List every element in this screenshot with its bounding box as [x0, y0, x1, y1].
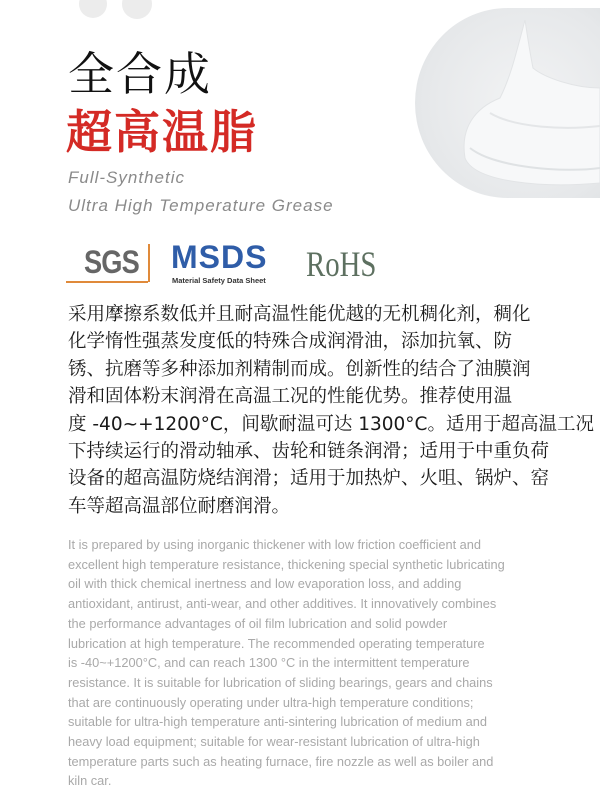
certification-logos: [66, 240, 386, 290]
cn-line: 滑和固体粉末润滑在高温工况的性能优势。推荐使用温: [68, 386, 513, 408]
msds-subtitle: Material Safety Data Sheet: [172, 276, 266, 285]
cn-line: 化学惰性强蒸发度低的特殊合成润滑油，添加抗氧、防: [68, 331, 513, 353]
product-title-cn-line2: 超高温脂: [66, 105, 258, 159]
product-title-en: [68, 164, 334, 220]
description-cn: [68, 301, 594, 520]
en-line: heavy load equipment; suitable for wear-resistant lubrication of ultra-high: [68, 734, 480, 750]
cn-line: 度 -40~+1200°C，间歇耐温可达 1300°C。适用于超高温工况: [68, 413, 594, 435]
en-line: the performance advantages of oil film lubrication and solid powder: [68, 615, 448, 631]
cn-line: 车等超高温部位耐磨润滑。: [68, 495, 291, 517]
cn-line: 设备的超高温防烧结润滑；适用于加热炉、火咀、锅炉、窑: [68, 468, 550, 490]
en-title-line1: Full-Synthetic: [68, 168, 185, 187]
en-line: is -40~+1200°C, and can reach 1300 °C in the intermittent temperature: [68, 655, 470, 671]
en-line: that are continuously operating under ultra-high temperature conditions;: [68, 694, 474, 710]
cn-line: 下持续运行的滑动轴承、齿轮和链条润滑；适用于中重负荷: [68, 441, 550, 463]
grease-product-image: [415, 8, 600, 198]
en-line: excellent high temperature resistance, thickening special synthetic lubricating: [68, 556, 505, 572]
gear-decoration-icon: [75, 0, 165, 22]
en-line: suitable for ultra-high temperature anti-sintering lubrication of medium and: [68, 714, 487, 730]
cn-line: 锈、抗磨等多种添加剂精制而成。创新性的结合了油膜润: [68, 358, 531, 380]
description-en: [68, 535, 548, 791]
en-title-line2: Ultra High Temperature Grease: [68, 196, 334, 215]
msds-logo: MSDS: [171, 239, 268, 275]
en-line: lubrication at high temperature. The recommended operating temperature: [68, 635, 485, 651]
sgs-underline: [66, 281, 148, 283]
product-title-cn-line1: 全合成: [68, 47, 212, 101]
sgs-logo: SGS: [84, 244, 139, 280]
en-line: resistance. It is suitable for lubrication of sliding bearings, gears and chains: [68, 674, 493, 690]
sgs-bar: [148, 244, 150, 282]
rohs-logo: RoHS: [306, 244, 377, 284]
en-line: It is prepared by using inorganic thickener with low friction coefficient and: [68, 537, 482, 552]
en-line: antioxidant, antirust, anti-wear, and other additives. It innovatively combines: [68, 596, 497, 612]
en-line: kiln car.: [68, 773, 112, 789]
en-line: temperature parts such as heating furnace, fire nozzle as well as boiler and: [68, 753, 494, 769]
en-line: oil with thick chemical inertness and low evaporation loss, and adding: [68, 576, 462, 592]
cn-line: 采用摩擦系数低并且耐高温性能优越的无机稠化剂，稠化: [68, 304, 531, 325]
